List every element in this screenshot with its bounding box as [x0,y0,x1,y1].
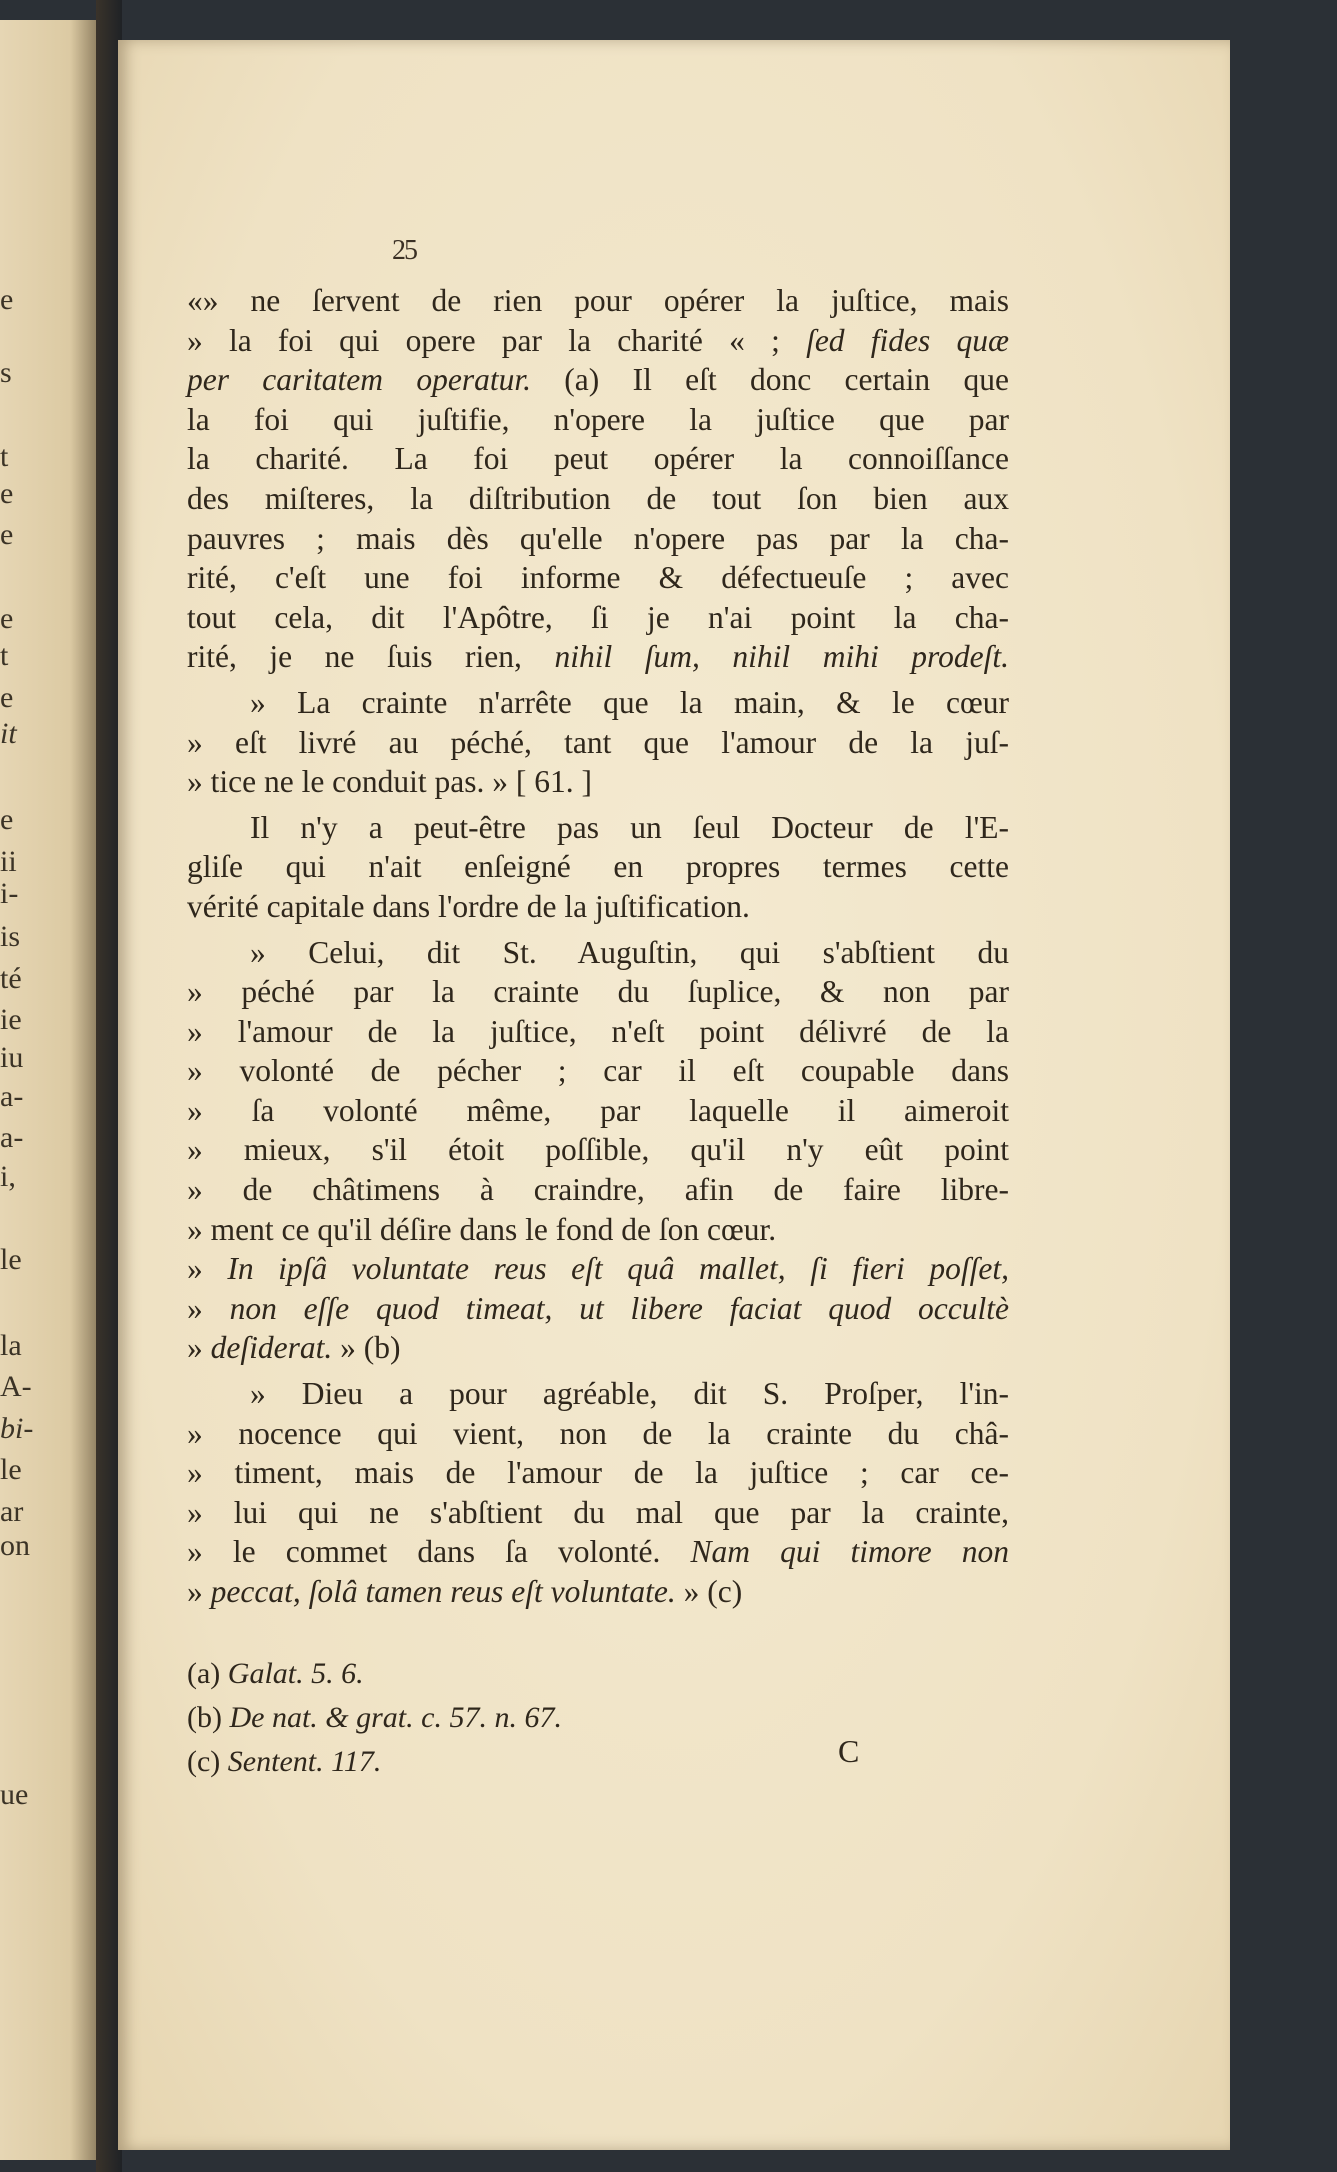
body-line [187,558,1009,598]
body-line [187,1249,1009,1289]
body-line [187,400,1009,440]
italic-latin-text: In ipſâ voluntate reus eſt quâ mallet, ſi fieri poſſet, [227,1251,1009,1287]
text-segment: » [187,1290,230,1326]
body-line [187,847,1009,887]
text-segment: » le commet dans ſa volonté. [187,1534,691,1570]
facing-page-fragment: t [0,639,9,672]
text-segment: » Celui, dit St. Auguſtin, qui s'abſtient du [187,934,1009,970]
body-line [187,1091,1009,1131]
body-line [187,1289,1009,1329]
signature-mark: C [838,1733,860,1769]
text-segment: (b) [187,1701,230,1734]
facing-page-fragment: is [0,920,21,953]
text-segment: » ſa volonté même, par laquelle il aimeroit [187,1092,1009,1128]
italic-latin-text: non eſſe quod timeat, ut libere faciat quod occultè [229,1290,1009,1326]
text-segment: des miſteres, la diſtribution de tout ſon bien aux [187,480,1009,516]
facing-page-fragment: e [0,477,14,510]
text-segment: (c) [187,1745,228,1778]
body-line [187,1374,1009,1414]
body-line [187,1532,1009,1572]
facing-page-fragment: la [0,1329,22,1362]
body-line [187,1210,1009,1250]
body-line [187,762,1009,802]
text-segment: pauvres ; mais dès qu'elle n'opere pas par la cha- [187,520,1009,556]
italic-latin-text: De nat. & grat. c. 57. n. 67. [229,1701,562,1734]
text-segment: » (c) [675,1574,743,1609]
footnote-line [187,1652,1009,1696]
text-segment: » lui qui ne s'abſtient du mal que par la crainte, [187,1494,1009,1530]
facing-page-edge [0,20,100,2160]
italic-latin-text: nihil ſum, nihil mihi prodeſt. [554,639,1009,675]
footnotes [187,1652,1009,1784]
body-line [187,1051,1009,1091]
body-line [187,1170,1009,1210]
facing-page-fragment: i- [0,877,19,910]
text-segment: » [187,1574,211,1609]
facing-page-fragment: le [0,1243,22,1276]
facing-page-fragment: le [0,1453,22,1486]
body-line [187,479,1009,519]
facing-page-fragment: bi- [0,1412,34,1445]
italic-latin-text: per caritatem operatur. [187,362,531,398]
body-line [187,683,1009,723]
body-line [187,1493,1009,1533]
body-line [187,281,1009,321]
facing-page-fragment: a- [0,1080,24,1113]
body-line [187,637,1009,677]
text-segment: gliſe qui n'ait enſeigné en propres termes cette [187,849,1009,885]
facing-page-fragment: e [0,283,14,316]
text-segment: rité, c'eſt une foi informe & défectueuſe ; avec [187,560,1009,596]
page-body-text [187,281,1009,1612]
facing-page-fragment: e [0,681,14,714]
facing-page-fragment: té [0,962,22,995]
facing-page-fragment: s [0,356,12,389]
text-segment: (a) Il eſt donc certain que [530,362,1009,398]
footnote-line [187,1740,1009,1784]
text-segment: » tice ne le conduit pas. » [ 61. ] [187,764,593,800]
text-segment: » l'amour de la juſtice, n'eſt point délivré de la [187,1013,1009,1049]
facing-page-fragment: A- [0,1370,32,1403]
body-line [187,1453,1009,1493]
body-line [187,598,1009,638]
page-number: 25 [392,235,416,266]
text-segment: rité, je ne ſuis rien, [187,639,555,675]
facing-page-fragment: t [0,440,9,473]
text-segment: » mieux, s'il étoit poſſible, qu'il n'y eût point [187,1132,1009,1168]
italic-latin-text: ſed fides quæ [806,322,1009,358]
facing-page-fragment: e [0,602,14,635]
text-segment: (a) [187,1657,228,1690]
italic-latin-text: Sentent. 117. [227,1745,382,1778]
body-line [187,723,1009,763]
text-segment: » timent, mais de l'amour de la juſtice ; car ce- [187,1455,1009,1491]
facing-page-fragment: i, [0,1160,16,1193]
facing-page-fragment: e [0,518,14,551]
body-line [187,1130,1009,1170]
facing-page-fragment: ue [0,1778,29,1811]
text-segment: » (b) [332,1330,401,1366]
facing-page-fragment: e [0,803,14,836]
body-line [187,1328,1009,1368]
facing-page-fragment: a- [0,1121,24,1154]
body-line [187,887,1009,927]
text-segment: «» ne ſervent de rien pour opérer la juſtice, mais [187,283,1009,318]
footnote-line [187,1696,1009,1740]
body-line [187,519,1009,559]
body-line [187,360,1009,400]
body-line [187,1414,1009,1454]
facing-page-fragment: ie [0,1003,22,1036]
italic-latin-text: deſiderat. [210,1330,333,1366]
body-line [187,933,1009,973]
body-line [187,1572,1009,1612]
body-line [187,972,1009,1012]
italic-latin-text: Galat. 5. 6. [227,1657,364,1690]
body-line [187,439,1009,479]
italic-latin-text: Nam qui timore non [690,1534,1009,1570]
text-segment: vérité capitale dans l'ordre de la juſtification. [187,888,750,924]
text-segment: » eſt livré au péché, tant que l'amour de la juſ- [187,724,1009,760]
text-segment: » la foi qui opere par la charité « ; [187,322,807,358]
text-segment: Il n'y a peut-être pas un ſeul Docteur de l'E- [187,809,1009,845]
text-segment: » La crainte n'arrête que la main, & le cœur [187,684,1009,720]
facing-page-fragment: iu [0,1041,24,1074]
text-segment: » de châtimens à craindre, afin de faire libre- [187,1172,1009,1208]
text-segment: » péché par la crainte du ſuplice, & non par [187,974,1009,1010]
text-segment: la foi qui juſtifie, n'opere la juſtice que par [187,401,1009,437]
facing-page-fragment: ar [0,1495,24,1528]
text-segment: la charité. La foi peut opérer la connoiſſance [187,441,1009,477]
text-segment: » [187,1330,211,1366]
text-segment: » nocence qui vient, non de la crainte du châ- [187,1415,1009,1451]
italic-latin-text: peccat, ſolâ tamen reus eſt voluntate. [210,1574,676,1609]
text-segment: » Dieu a pour agréable, dit S. Proſper, l'in- [187,1376,1009,1412]
facing-page-fragment: on [0,1529,30,1562]
body-line [187,1012,1009,1052]
body-line [187,808,1009,848]
text-segment: » ment ce qu'il déſire dans le fond de ſon cœur. [187,1211,777,1247]
text-segment: » [187,1251,228,1287]
facing-page-fragment: ii [0,845,17,878]
text-segment: tout cela, dit l'Apôtre, ſi je n'ai point la cha- [187,599,1009,635]
body-line [187,321,1009,361]
text-segment: » volonté de pécher ; car il eſt coupable dans [187,1053,1009,1089]
facing-page-fragment: it [0,717,17,750]
